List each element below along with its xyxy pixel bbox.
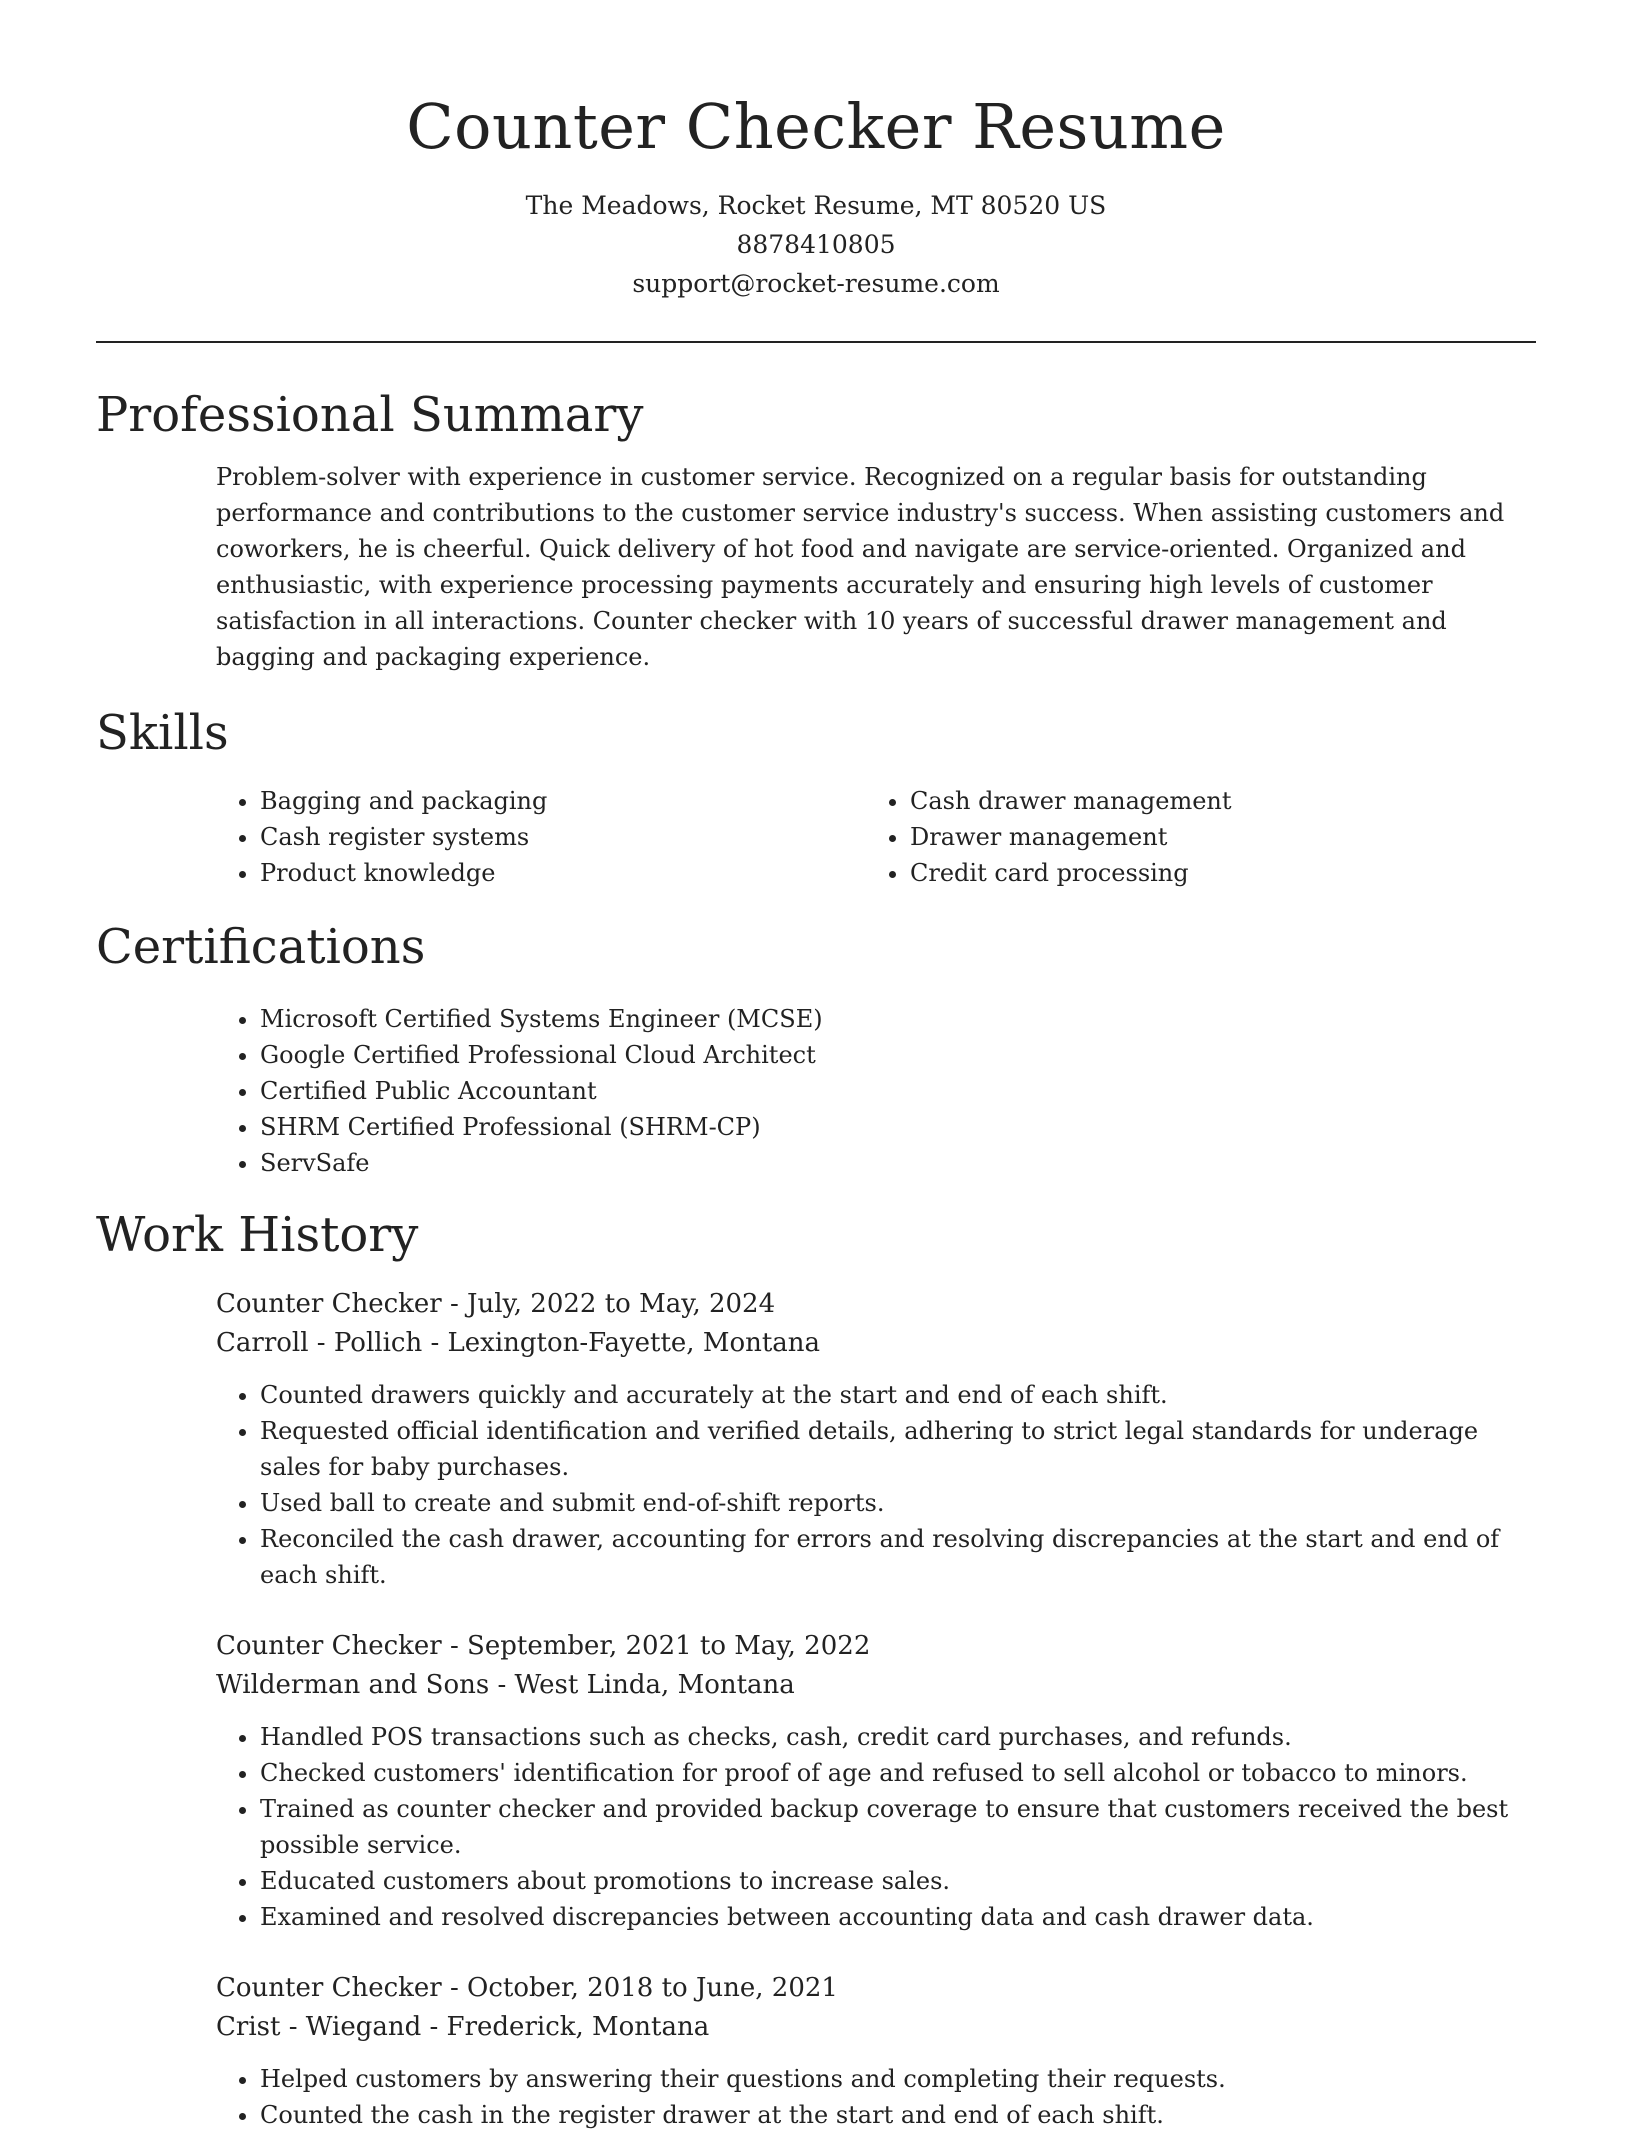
job-duty-item: • Educated customers about promotions to increase sales. — [260, 1863, 1536, 1899]
job-duty-item: • Counted the cash in the register drawer at the start and end of each shift. — [260, 2097, 1536, 2133]
certification-item: • Microsoft Certified Systems Engineer (MCSE) — [260, 1001, 1536, 1037]
certification-item: • SHRM Certified Professional (SHRM-CP) — [260, 1109, 1536, 1145]
job-employer: Carroll - Pollich - Lexington-Fayette, Montana — [216, 1328, 821, 1358]
job-duty-item: • Counted drawers quickly and accurately at the start and end of each shift. — [260, 1377, 1536, 1413]
resume-page — [96, 0, 1536, 2133]
skill-item: • Drawer management — [910, 819, 1516, 855]
certifications-heading: Certifications — [96, 919, 426, 975]
job-duty-item: • Requested official identification and verified details, adhering to strict legal standards for underage sales for baby purchases. — [260, 1413, 1536, 1485]
summary-section — [96, 385, 1536, 675]
contact-block — [96, 186, 1536, 303]
certifications-list — [216, 1001, 1536, 1181]
certification-item: • Certified Public Accountant — [260, 1073, 1536, 1109]
skills-grid — [216, 783, 1536, 891]
certification-item: • ServSafe — [260, 1145, 1536, 1181]
job-duty-item: • Checked customers' identification for proof of age and refused to sell alcohol or tobacco to minors. — [260, 1755, 1536, 1791]
job-employer: Crist - Wiegand - Frederick, Montana — [216, 2012, 710, 2042]
certifications-list-wrap — [216, 1001, 1536, 1181]
job-heading: Counter Checker - July, 2022 to May, 2024 — [216, 1289, 776, 1319]
work-history-section — [96, 1205, 1536, 2133]
job-duties — [216, 1377, 1536, 1593]
address-text: The Meadows, Rocket Resume, MT 80520 US — [525, 191, 1107, 220]
skills-column-right — [866, 783, 1516, 891]
job-heading: Counter Checker - October, 2018 to June, 2021 — [216, 1973, 838, 2003]
job-duties-list — [216, 1719, 1536, 1935]
skills-heading: Skills — [96, 705, 229, 761]
job-entry — [216, 1285, 1536, 1593]
skills-column-left — [216, 783, 866, 891]
job-duty-item: • Reconciled the cash drawer, accounting for errors and resolving discrepancies at the start and end of each shift. — [260, 1521, 1536, 1593]
summary-heading: Professional Summary — [96, 387, 644, 443]
skills-list-left — [216, 783, 866, 891]
skills-section — [96, 703, 1536, 891]
job-duty-item: • Trained as counter checker and provided backup coverage to ensure that customers received the best possible service. — [260, 1791, 1536, 1863]
job-duty-item: • Helped customers by answering their questions and completing their requests. — [260, 2061, 1536, 2097]
phone-text: 8878410805 — [736, 230, 896, 259]
job-employer: Wilderman and Sons - West Linda, Montana — [216, 1670, 795, 1700]
skill-item: • Cash drawer management — [910, 783, 1516, 819]
job-duties-list — [216, 2061, 1536, 2133]
email-text: support@rocket-resume.com — [632, 269, 1000, 298]
resume-header — [96, 0, 1536, 303]
certifications-section — [96, 917, 1536, 1181]
job-duty-item: • Examined and resolved discrepancies between accounting data and cash drawer data. — [260, 1899, 1536, 1935]
job-entry — [216, 1969, 1536, 2133]
job-duty-item: • Used ball to create and submit end-of-shift reports. — [260, 1485, 1536, 1521]
skill-item: • Credit card processing — [910, 855, 1516, 891]
job-heading: Counter Checker - September, 2021 to May, 2022 — [216, 1631, 871, 1661]
certification-item: • Google Certified Professional Cloud Architect — [260, 1037, 1536, 1073]
job-duties — [216, 1719, 1536, 1935]
skill-item: • Cash register systems — [260, 819, 866, 855]
header-divider — [96, 341, 1536, 343]
job-duties — [216, 2061, 1536, 2133]
resume-title: Counter Checker Resume — [406, 90, 1226, 163]
skill-item: • Bagging and packaging — [260, 783, 866, 819]
work-history-heading: Work History — [96, 1207, 419, 1263]
job-duties-list — [216, 1377, 1536, 1593]
skill-item: • Product knowledge — [260, 855, 866, 891]
skills-list-right — [866, 783, 1516, 891]
job-entry — [216, 1627, 1536, 1935]
job-duty-item: • Handled POS transactions such as checks, cash, credit card purchases, and refunds. — [260, 1719, 1536, 1755]
summary-paragraph: Problem-solver with experience in customer service. Recognized on a regular basis for outstanding performance and contributions to the customer service industry's success. When assisting customers and coworkers, he is cheerful. Quick delivery of hot food and navigate are service-oriented. Organized and enthusiastic, with experience processing payments accurately and ensuring high levels of customer satisfaction in all interactions. Counter checker with 10 years of successful drawer management and bagging and packaging experience. — [216, 463, 1505, 671]
